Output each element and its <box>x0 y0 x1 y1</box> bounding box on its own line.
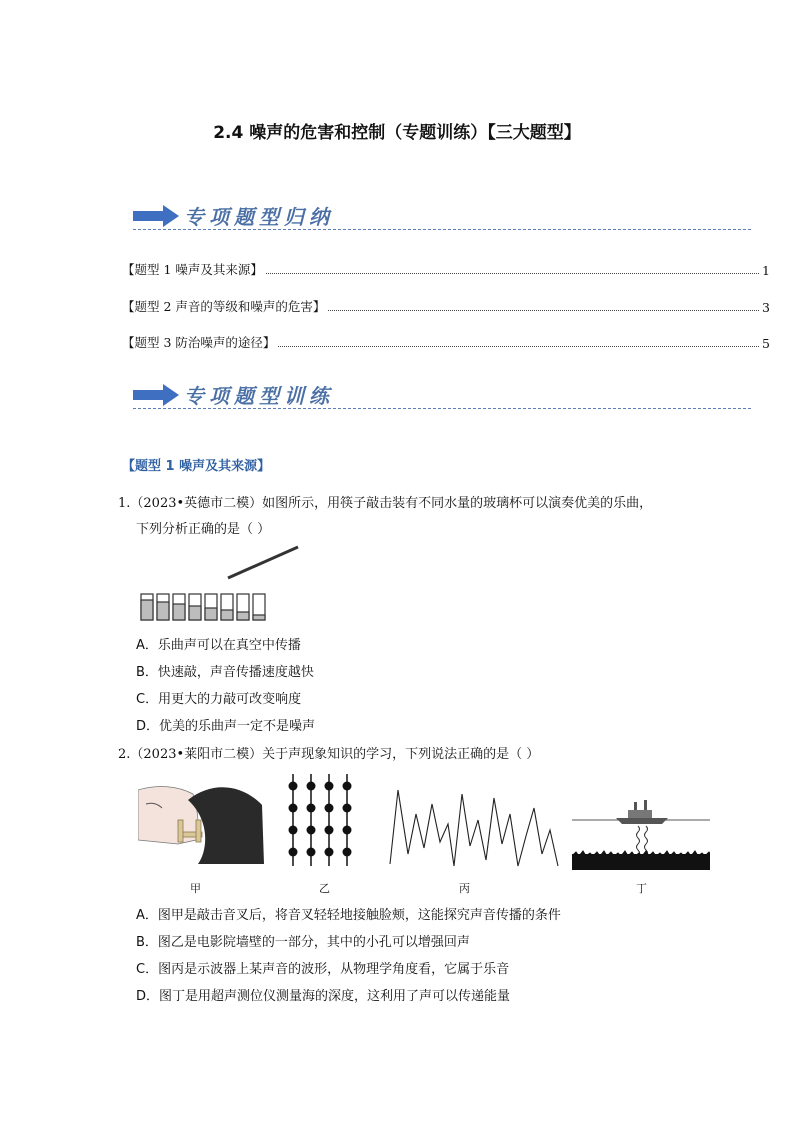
glass-1 <box>141 594 153 620</box>
tuning-fork-face-figure <box>138 780 266 864</box>
question-1-stem: 1.（2023•英德市二模）如图所示，用筷子敲击装有不同水量的玻璃杯可以演奏优美的乐曲， <box>118 496 653 511</box>
caption-yi: 乙 <box>319 882 330 895</box>
question-2-stem: 2.（2023•莱阳市二模）关于声现象知识的学习，下列说法正确的是（ ） <box>118 747 540 762</box>
glass-8 <box>253 594 265 620</box>
caption-ding: 丁 <box>636 882 647 895</box>
section-heading: 【题型 1 噪声及其来源】 <box>122 459 271 474</box>
banner-divider <box>133 229 751 230</box>
banner-divider <box>133 408 751 409</box>
arrow-right-icon <box>133 205 181 227</box>
question-1-option-d[interactable]: D．优美的乐曲声一定不是噪声 <box>136 719 316 734</box>
glass-6 <box>221 594 233 620</box>
glass-5 <box>205 594 217 620</box>
question-2-option-d[interactable]: D．图丁是用超声测位仪测量海的深度，这利用了声可以传递能量 <box>136 989 511 1004</box>
question-1-option-b[interactable]: B．快速敲，声音传播速度越快 <box>136 665 314 680</box>
arrow-right-icon <box>133 384 181 406</box>
perforated-wall-figure <box>286 774 356 870</box>
waveform-figure <box>388 784 564 870</box>
question-2-option-c[interactable]: C．图丙是示波器上某声音的波形，从物理学角度看，它属于乐音 <box>136 962 510 977</box>
caption-bing: 丙 <box>459 882 470 895</box>
page-title: 2.4 噪声的危害和控制（专题训练）【三大题型】 <box>213 123 581 143</box>
glass-3 <box>173 594 185 620</box>
caption-jia: 甲 <box>190 882 201 895</box>
banner-summary: 专项题型归纳 <box>184 205 334 229</box>
question-1-stem-line2: 下列分析正确的是（ ） <box>136 522 271 537</box>
glass-2 <box>157 594 169 620</box>
toc-item-1[interactable]: 【题型 1 噪声及其来源】 1 <box>122 262 770 278</box>
question-1-option-c[interactable]: C．用更大的力敲可改变响度 <box>136 692 302 707</box>
sonar-ship-figure <box>572 796 710 870</box>
glass-4 <box>189 594 201 620</box>
glasses-figure <box>136 542 306 624</box>
glass-7 <box>237 594 249 620</box>
question-2-option-a[interactable]: A．图甲是敲击音叉后，将音叉轻轻地接触脸颊，这能探究声音传播的条件 <box>136 908 561 923</box>
banner-training: 专项题型训练 <box>184 384 334 408</box>
toc-item-3[interactable]: 【题型 3 防治噪声的途径】 5 <box>122 335 770 351</box>
chopstick <box>228 547 298 578</box>
question-1-option-a[interactable]: A．乐曲声可以在真空中传播 <box>136 638 301 653</box>
question-2-option-b[interactable]: B．图乙是电影院墙壁的一部分，其中的小孔可以增强回声 <box>136 935 470 950</box>
toc-item-2[interactable]: 【题型 2 声音的等级和噪声的危害】 3 <box>122 299 770 315</box>
